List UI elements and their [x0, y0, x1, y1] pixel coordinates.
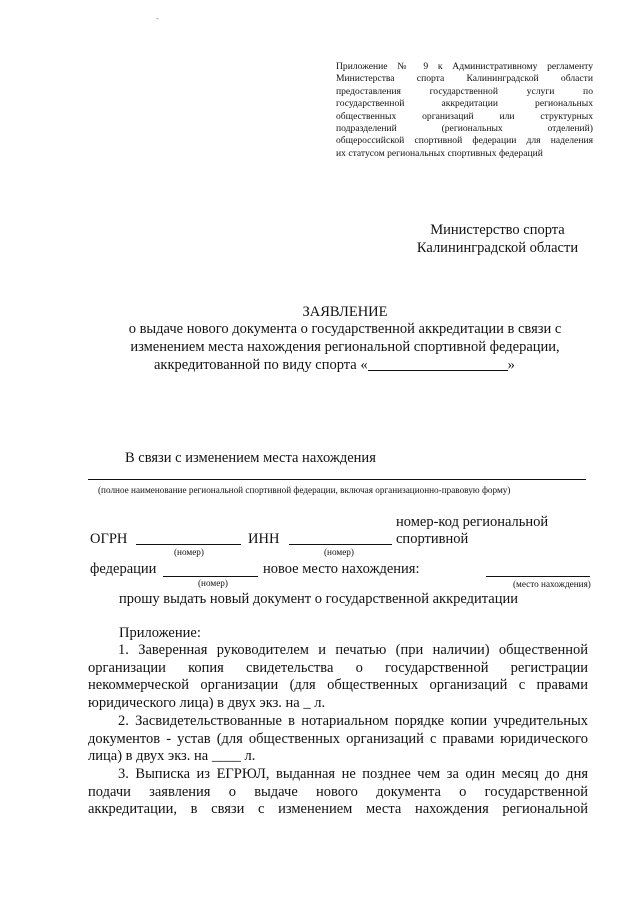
regcode-caption: (номер) — [198, 578, 228, 588]
annex-line: Министерства спорта Калининградской области — [336, 73, 593, 85]
location-caption: (место нахождения) — [513, 579, 591, 589]
new-location-field[interactable] — [486, 576, 590, 577]
scan-mark: - — [156, 14, 159, 23]
attachment-item-3 — [88, 766, 588, 819]
attachment-line: 2. Засвидетельствованные в нотариальном порядке копии учредительных — [118, 713, 588, 729]
title-line-2: изменением места нахождения региональной спортивной федерации, — [130, 339, 560, 355]
annex-line: общественных организаций или структурных — [336, 110, 593, 122]
ogrn-field[interactable] — [136, 544, 241, 545]
inn-field[interactable] — [289, 544, 392, 545]
ogrn-caption: (номер) — [174, 547, 204, 557]
new-location-label: новое место нахождения: — [263, 561, 420, 577]
title-line-3-suffix: » — [507, 357, 515, 373]
attachment-line: организации копия свидетельства о государственной регистрации — [88, 659, 588, 676]
annex-line: подразделений (региональных отделений) — [336, 123, 593, 135]
intro-text: В связи с изменением места нахождения — [125, 450, 376, 466]
attachment-line: некоммерческой организации (для общественных организаций с правами — [88, 677, 588, 694]
annex-line: государственной аккредитации региональных — [336, 98, 593, 110]
attachment-line: юридического лица) в двух экз. на _ л. — [88, 694, 326, 711]
annex-line: Приложение № 9 к Административному регламенту — [336, 61, 593, 72]
attachment-item-2 — [88, 713, 588, 766]
attachment-line: 1. Заверенная руководителем и печатью (при наличии) общественной — [118, 642, 588, 658]
addressee-line-1: Министерство спорта — [430, 222, 565, 238]
fullname-caption: (полное наименование региональной спортивной федерации, включая организационно-правовую форму) — [98, 485, 511, 495]
regcode-label-2: спортивной — [396, 531, 469, 547]
annex-reference — [336, 61, 593, 160]
inn-caption: (номер) — [324, 547, 354, 557]
ogrn-label: ОГРН — [90, 531, 128, 547]
attachment-item-1 — [88, 642, 588, 712]
title-line-3-prefix: аккредитованной по виду спорта « — [154, 357, 368, 373]
request-text: прошу выдать новый документ о государственной аккредитации — [119, 591, 518, 607]
attachment-line: лица) в двух экз. на ____ л. — [88, 748, 256, 765]
annex-line: общероссийской спортивной федерации для наделения — [336, 135, 593, 147]
regcode-label-1: номер-код региональной — [396, 514, 549, 530]
federation-label: федерации — [90, 561, 157, 577]
title-line-1: о выдаче нового документа о государственной аккредитации в связи с — [128, 321, 562, 337]
annex-line: предоставления государственной услуги по — [336, 85, 593, 97]
attachments-heading: Приложение: — [119, 625, 201, 641]
regcode-field[interactable] — [163, 576, 258, 577]
inn-label: ИНН — [248, 531, 280, 547]
addressee-line-2: Калининградской области — [416, 240, 579, 256]
attachment-line: 3. Выписка из ЕГРЮЛ, выданная не позднее чем за один месяц до дня — [118, 766, 588, 782]
attachment-line: документов - устав (для общественных организаций с правами юридического — [88, 730, 588, 747]
document-title: ЗАЯВЛЕНИЕ — [302, 304, 388, 320]
annex-line: их статусом региональных спортивных федераций — [336, 147, 543, 159]
sport-type-field[interactable] — [368, 356, 508, 371]
attachment-line: аккредитации, в связи с изменением места нахождения региональной — [88, 801, 588, 818]
attachment-line: подачи заявления о выдаче нового документа о государственной — [88, 783, 588, 800]
fullname-field[interactable] — [88, 479, 586, 480]
title-line-3 — [154, 356, 515, 374]
